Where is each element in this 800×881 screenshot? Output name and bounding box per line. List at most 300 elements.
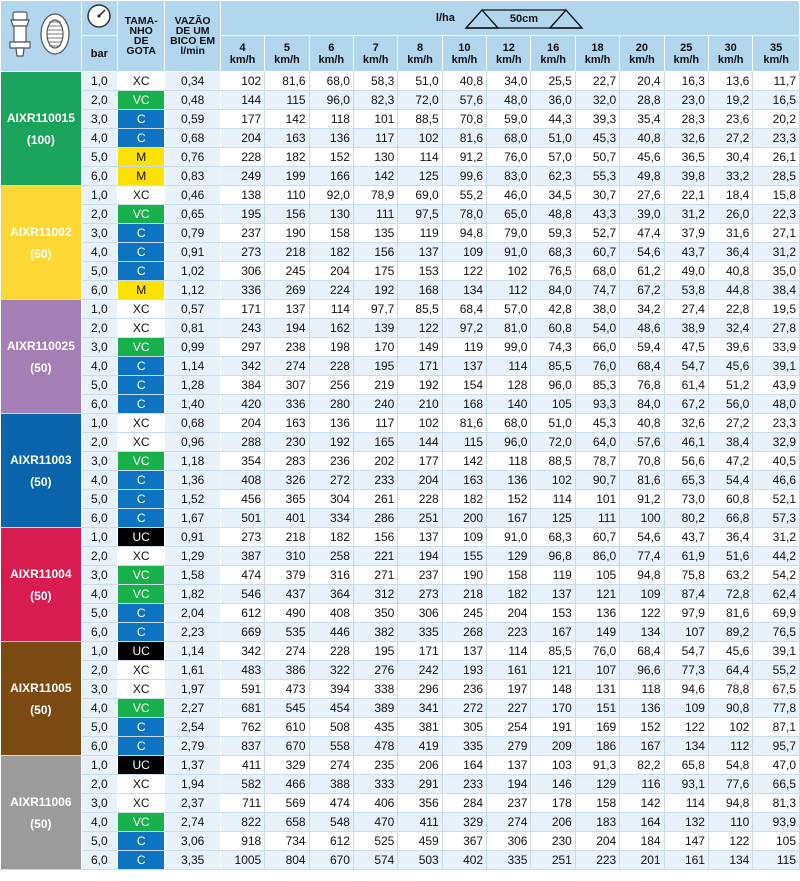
rate-cell: 218	[265, 243, 309, 262]
rate-cell: 109	[442, 528, 486, 547]
drop-size-cell: C	[117, 604, 164, 623]
rate-cell: 96,0	[309, 91, 353, 110]
rate-cell: 30,7	[575, 186, 619, 205]
rate-cell: 68,0	[309, 72, 353, 91]
rate-cell: 11,7	[753, 72, 800, 91]
rate-cell: 245	[442, 604, 486, 623]
rate-cell: 161	[487, 661, 531, 680]
rate-cell: 96,0	[531, 376, 575, 395]
table-row	[1, 528, 800, 547]
nozzle-name-cell	[1, 414, 82, 528]
rate-cell: 147	[664, 832, 708, 851]
rate-cell: 545	[265, 699, 309, 718]
rate-cell: 118	[620, 680, 664, 699]
rate-cell: 182	[487, 585, 531, 604]
pressure-cell: 3,0	[81, 794, 117, 813]
flow-cell: 0,81	[165, 319, 220, 338]
speed-header-7	[353, 36, 397, 72]
rate-cell: 170	[353, 338, 397, 357]
rate-cell: 304	[309, 490, 353, 509]
rate-cell: 32,0	[575, 91, 619, 110]
rate-cell: 291	[398, 775, 442, 794]
rate-cell: 152	[309, 148, 353, 167]
table-row	[1, 642, 800, 661]
rate-cell: 128	[487, 376, 531, 395]
rate-cell: 256	[309, 376, 353, 395]
drop-size-cell: UC	[117, 642, 164, 661]
table-row	[1, 243, 800, 262]
rate-cell: 38,0	[575, 300, 619, 319]
rate-cell: 48,8	[531, 205, 575, 224]
rate-cell: 142	[442, 452, 486, 471]
speed-unit: km/h	[629, 53, 655, 66]
rate-cell: 68,4	[442, 300, 486, 319]
rate-cell: 99,0	[487, 338, 531, 357]
rate-cell: 171	[398, 642, 442, 661]
rate-cell: 177	[220, 110, 264, 129]
pressure-cell: 6,0	[81, 167, 117, 186]
rate-cell: 70,8	[442, 110, 486, 129]
rate-cell: 221	[353, 547, 397, 566]
rate-cell: 65,0	[487, 205, 531, 224]
rate-cell: 68,4	[620, 357, 664, 376]
rate-cell: 274	[265, 642, 309, 661]
pressure-cell: 4,0	[81, 585, 117, 604]
rate-cell: 153	[531, 604, 575, 623]
rate-cell: 195	[220, 205, 264, 224]
rate-cell: 97,9	[664, 604, 708, 623]
nozzle-icon	[5, 6, 77, 62]
rate-cell: 49,8	[620, 167, 664, 186]
rate-cell: 55,2	[442, 186, 486, 205]
rate-cell: 28,3	[664, 110, 708, 129]
table-row	[1, 91, 800, 110]
pressure-cell: 3,0	[81, 224, 117, 243]
rate-cell: 161	[664, 851, 708, 870]
rate-cell: 45,3	[575, 414, 619, 433]
rate-cell: 69,0	[398, 186, 442, 205]
rate-cell: 89,2	[708, 623, 752, 642]
rate-cell: 25,5	[531, 72, 575, 91]
nozzle-mesh: (100)	[26, 132, 55, 147]
rate-cell: 39,1	[753, 357, 800, 376]
drop-size-cell: XC	[117, 433, 164, 452]
nozzle-name-cell	[1, 756, 82, 870]
rate-cell: 156	[353, 528, 397, 547]
rate-cell: 32,9	[753, 433, 800, 452]
rate-cell: 20,4	[620, 72, 664, 91]
rate-cell: 381	[398, 718, 442, 737]
rate-cell: 224	[309, 281, 353, 300]
rate-cell: 73,0	[664, 490, 708, 509]
rate-cell: 31,2	[664, 205, 708, 224]
rate-cell: 336	[220, 281, 264, 300]
rate-cell: 466	[265, 775, 309, 794]
pressure-cell: 3,0	[81, 110, 117, 129]
flow-cell: 0,68	[165, 129, 220, 148]
rate-cell: 305	[442, 718, 486, 737]
rate-cell: 182	[309, 243, 353, 262]
rate-cell: 230	[265, 433, 309, 452]
rate-cell: 268	[442, 623, 486, 642]
flow-cell: 1,58	[165, 566, 220, 585]
rate-cell: 76,0	[487, 148, 531, 167]
rate-cell: 102	[708, 718, 752, 737]
rate-cell: 66,8	[708, 509, 752, 528]
table-row	[1, 262, 800, 281]
speed-unit: km/h	[362, 53, 389, 66]
pressure-cell: 4,0	[81, 699, 117, 718]
rate-cell: 582	[220, 775, 264, 794]
rate-cell: 27,2	[708, 414, 752, 433]
drop-size-cell: UC	[117, 528, 164, 547]
rate-cell: 483	[220, 661, 264, 680]
pressure-cell: 6,0	[81, 395, 117, 414]
speed-unit: km/h	[407, 53, 433, 66]
speed-header-8	[398, 36, 442, 72]
drop-size-cell: C	[117, 129, 164, 148]
rate-cell: 235	[353, 756, 397, 775]
rate-cell: 53,8	[664, 281, 708, 300]
table-row	[1, 357, 800, 376]
rate-cell: 81,6	[708, 604, 752, 623]
table-row	[1, 794, 800, 813]
rate-cell: 47,2	[708, 452, 752, 471]
pressure-cell: 5,0	[81, 262, 117, 281]
rate-cell: 68,0	[487, 414, 531, 433]
flow-cell: 1,82	[165, 585, 220, 604]
rate-cell: 279	[487, 737, 531, 756]
rate-cell: 62,3	[531, 167, 575, 186]
rate-cell: 251	[398, 509, 442, 528]
rate-cell: 93,9	[753, 813, 800, 832]
table-row	[1, 452, 800, 471]
rate-cell: 186	[575, 737, 619, 756]
rate-cell: 34,0	[487, 72, 531, 91]
flow-cell: 1,14	[165, 357, 220, 376]
rate-cell: 228	[309, 357, 353, 376]
speed-unit: km/h	[318, 53, 345, 66]
rate-cell: 99,6	[442, 167, 486, 186]
table-row	[1, 205, 800, 224]
rate-cell: 249	[220, 167, 264, 186]
rate-cell: 501	[220, 509, 264, 528]
rate-cell: 40,8	[708, 262, 752, 281]
rate-cell: 39,0	[620, 205, 664, 224]
speed-unit: km/h	[451, 53, 478, 66]
rate-cell: 134	[620, 623, 664, 642]
rate-cell: 38,4	[753, 281, 800, 300]
rate-cell: 136	[620, 699, 664, 718]
rate-cell: 68,3	[531, 243, 575, 262]
table-row	[1, 509, 800, 528]
drop-size-cell: C	[117, 376, 164, 395]
drop-size-cell: XC	[117, 300, 164, 319]
rate-cell: 490	[265, 604, 309, 623]
rate-cell: 138	[220, 186, 264, 205]
pressure-cell: 1,0	[81, 642, 117, 661]
rate-cell: 87,4	[664, 585, 708, 604]
rate-cell: 22,1	[664, 186, 708, 205]
pressure-cell: 2,0	[81, 775, 117, 794]
pressure-cell: 3,0	[81, 338, 117, 357]
nozzle-mesh: (50)	[30, 474, 52, 489]
rate-cell: 306	[398, 604, 442, 623]
rate-cell: 134	[442, 281, 486, 300]
rate-cell: 85,5	[398, 300, 442, 319]
rate-cell: 43,7	[664, 243, 708, 262]
rate-cell: 408	[220, 471, 264, 490]
rate-cell: 94,8	[708, 794, 752, 813]
spacing-label: 50cm	[509, 13, 539, 25]
rate-cell: 35,0	[753, 262, 800, 281]
rate-cell: 38,9	[664, 319, 708, 338]
rate-cell: 51,2	[708, 376, 752, 395]
rate-cell: 77,8	[753, 699, 800, 718]
rate-cell: 30,4	[708, 148, 752, 167]
rate-cell: 204	[220, 414, 264, 433]
speed-value: 20	[635, 41, 649, 54]
rate-cell: 271	[353, 566, 397, 585]
table-row	[1, 661, 800, 680]
rate-cell: 43,9	[753, 376, 800, 395]
pressure-header: bar	[81, 36, 117, 72]
rate-cell: 100	[620, 509, 664, 528]
rate-cell: 149	[398, 338, 442, 357]
drop-size-cell: C	[117, 262, 164, 281]
rate-cell: 233	[442, 775, 486, 794]
rate-cell: 258	[309, 547, 353, 566]
rate-cell: 27,8	[753, 319, 800, 338]
rate-cell: 79,0	[487, 224, 531, 243]
rate-cell: 78,7	[575, 452, 619, 471]
pressure-cell: 5,0	[81, 490, 117, 509]
table-row	[1, 338, 800, 357]
nozzle-model: AIXR11004	[10, 566, 72, 581]
drop-size-cell: C	[117, 243, 164, 262]
spacing-icon	[464, 6, 584, 30]
rate-cell: 81,3	[753, 794, 800, 813]
rate-cell: 65,8	[664, 756, 708, 775]
flow-cell: 1,40	[165, 395, 220, 414]
pressure-cell: 4,0	[81, 129, 117, 148]
rate-cell: 170	[531, 699, 575, 718]
pressure-cell: 4,0	[81, 243, 117, 262]
rate-cell: 158	[575, 794, 619, 813]
rate-cell: 204	[398, 471, 442, 490]
rate-cell: 116	[620, 775, 664, 794]
rate-cell: 197	[487, 680, 531, 699]
drop-size-cell: VC	[117, 585, 164, 604]
rate-cell: 90,7	[575, 471, 619, 490]
rate-cell: 283	[265, 452, 309, 471]
rate-cell: 118	[309, 110, 353, 129]
rate-cell: 102	[220, 72, 264, 91]
rate-cell: 115	[265, 91, 309, 110]
rate-cell: 81,6	[620, 471, 664, 490]
rate-cell: 40,5	[753, 452, 800, 471]
table-row	[1, 490, 800, 509]
rate-cell: 136	[309, 129, 353, 148]
rate-cell: 43,3	[575, 205, 619, 224]
pressure-cell: 4,0	[81, 813, 117, 832]
rate-cell: 84,0	[531, 281, 575, 300]
rate-cell: 326	[265, 471, 309, 490]
drop-size-cell: XC	[117, 775, 164, 794]
rate-cell: 51,6	[708, 547, 752, 566]
rate-cell: 612	[220, 604, 264, 623]
rate-cell: 156	[353, 243, 397, 262]
rate-cell: 230	[531, 832, 575, 851]
rate-cell: 388	[309, 775, 353, 794]
rate-cell: 61,9	[664, 547, 708, 566]
rate-cell: 210	[398, 395, 442, 414]
rate-cell: 38,4	[708, 433, 752, 452]
drop-size-cell: VC	[117, 205, 164, 224]
drop-size-cell: UC	[117, 756, 164, 775]
flow-cell: 1,52	[165, 490, 220, 509]
rate-cell: 44,3	[531, 110, 575, 129]
rate-cell: 237	[487, 794, 531, 813]
rate-cell: 137	[398, 243, 442, 262]
table-row	[1, 148, 800, 167]
table-row	[1, 300, 800, 319]
flow-cell: 0,96	[165, 433, 220, 452]
speed-header-16	[531, 36, 575, 72]
speed-header-12	[487, 36, 531, 72]
rate-cell: 329	[265, 756, 309, 775]
rate-cell: 137	[487, 756, 531, 775]
rate-cell: 192	[353, 281, 397, 300]
rate-cell: 94,8	[620, 566, 664, 585]
rate-cell: 569	[265, 794, 309, 813]
rate-cell: 711	[220, 794, 264, 813]
flow-cell: 2,74	[165, 813, 220, 832]
rate-cell: 681	[220, 699, 264, 718]
flow-cell: 0,83	[165, 167, 220, 186]
speed-unit: km/h	[274, 53, 300, 66]
rate-cell: 95,7	[753, 737, 800, 756]
rate-cell: 33,2	[708, 167, 752, 186]
rate-cell: 55,3	[575, 167, 619, 186]
rate-cell: 280	[309, 395, 353, 414]
rate-cell: 56,0	[708, 395, 752, 414]
rate-cell: 242	[398, 661, 442, 680]
rate-cell: 192	[398, 376, 442, 395]
rate-cell: 54,8	[708, 756, 752, 775]
rate-cell: 94,6	[664, 680, 708, 699]
rate-cell: 20,2	[753, 110, 800, 129]
rate-cell: 286	[353, 509, 397, 528]
flow-cell: 3,06	[165, 832, 220, 851]
flow-cell: 0,57	[165, 300, 220, 319]
rate-cell: 177	[398, 452, 442, 471]
pressure-cell: 6,0	[81, 851, 117, 870]
rate-cell: 22,3	[753, 205, 800, 224]
rate-cell: 32,4	[708, 319, 752, 338]
rate-cell: 115	[442, 433, 486, 452]
rate-cell: 350	[353, 604, 397, 623]
rate-cell: 42,8	[531, 300, 575, 319]
rate-cell: 26,1	[753, 148, 800, 167]
rate-cell: 60,7	[575, 243, 619, 262]
speed-value: 10	[458, 41, 471, 54]
pressure-cell: 1,0	[81, 72, 117, 91]
rate-cell: 546	[220, 585, 264, 604]
rate-cell: 190	[442, 566, 486, 585]
nozzle-mesh: (50)	[30, 360, 52, 375]
rate-cell: 162	[309, 319, 353, 338]
rate-cell: 273	[220, 528, 264, 547]
speed-value: 18	[591, 41, 604, 54]
flow-cell: 0,46	[165, 186, 220, 205]
rate-cell: 54,4	[708, 471, 752, 490]
rate-cell: 194	[487, 775, 531, 794]
pressure-cell: 1,0	[81, 300, 117, 319]
rate-cell: 435	[353, 718, 397, 737]
rate-cell: 122	[442, 262, 486, 281]
rate-cell: 456	[220, 490, 264, 509]
rate-cell: 76,8	[620, 376, 664, 395]
rate-label: l/ha	[435, 12, 455, 24]
table-row	[1, 756, 800, 775]
rate-cell: 175	[353, 262, 397, 281]
rate-cell: 91,3	[575, 756, 619, 775]
rate-cell: 223	[487, 623, 531, 642]
rate-cell: 148	[531, 680, 575, 699]
rate-cell: 72,0	[531, 433, 575, 452]
rate-cell: 269	[265, 281, 309, 300]
flow-cell: 1,36	[165, 471, 220, 490]
rate-cell: 118	[487, 452, 531, 471]
table-row	[1, 851, 800, 870]
nozzle-model: AIXR11005	[10, 680, 72, 695]
nozzle-name-cell	[1, 186, 82, 300]
rate-cell: 670	[309, 851, 353, 870]
nozzle-model: AIXR11002	[10, 224, 72, 239]
rate-cell: 273	[220, 243, 264, 262]
rate-cell: 125	[398, 167, 442, 186]
rate-cell: 591	[220, 680, 264, 699]
rate-cell: 60,8	[708, 490, 752, 509]
rate-cell: 76,0	[575, 642, 619, 661]
rate-cell: 114	[487, 642, 531, 661]
nozzle-model: AIXR110015	[6, 110, 75, 125]
speed-unit: km/h	[673, 53, 700, 66]
rate-cell: 137	[265, 300, 309, 319]
table-row	[1, 186, 800, 205]
rate-cell: 82,3	[353, 91, 397, 110]
nozzle-mesh: (50)	[30, 246, 52, 261]
pressure-cell: 5,0	[81, 604, 117, 623]
rate-cell: 204	[309, 262, 353, 281]
drop-size-header: TAMA- NHO DE GOTA	[117, 1, 164, 72]
rate-cell: 60,7	[575, 528, 619, 547]
rate-cell: 88,5	[398, 110, 442, 129]
flow-cell: 2,37	[165, 794, 220, 813]
drop-size-cell: C	[117, 471, 164, 490]
rate-cell: 32,6	[664, 129, 708, 148]
flow-cell: 0,76	[165, 148, 220, 167]
rate-cell: 27,4	[664, 300, 708, 319]
rate-cell: 86,0	[575, 547, 619, 566]
speed-unit: km/h	[584, 53, 611, 66]
rate-cell: 101	[575, 490, 619, 509]
rate-cell: 83,0	[487, 167, 531, 186]
rate-cell: 23,0	[664, 91, 708, 110]
rate-cell: 822	[220, 813, 264, 832]
rate-cell: 273	[398, 585, 442, 604]
